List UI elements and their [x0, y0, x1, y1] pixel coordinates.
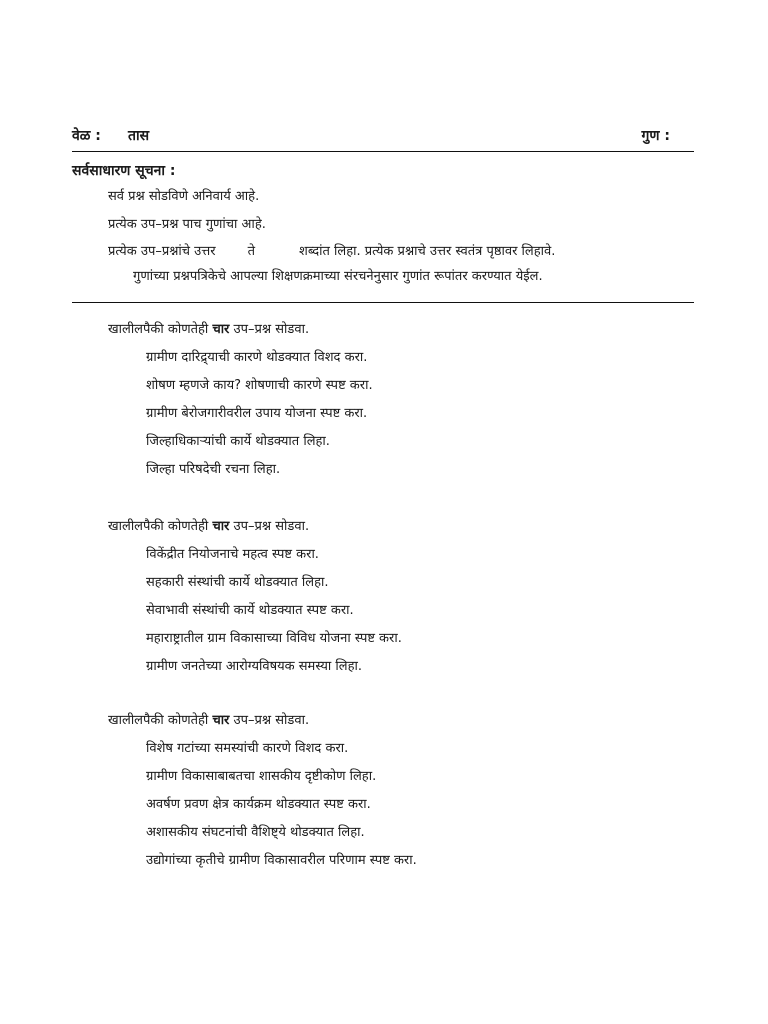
instruction-line-4: गुणांच्या प्रश्नपत्रिकेचे आपल्या शिक्षणक्रमाच्या संरचनेनुसार गुणांत रूपांतर करण्यात येईल. — [133, 269, 543, 284]
instruction-line-3-part-b: ते — [247, 244, 256, 259]
question-1-item-4: जिल्हाधिकाऱ्यांची कार्ये थोडक्यात लिहा. — [146, 434, 330, 449]
question-intro-text: खालीलपैकी कोणतेही — [108, 713, 209, 728]
question-3-item-2: ग्रामीण विकासाबाबतचा शासकीय दृष्टीकोण लिहा. — [146, 769, 377, 784]
question-intro-text: उप–प्रश्न सोडवा. — [233, 519, 310, 534]
question-intro-count: चार — [212, 322, 230, 337]
time-unit: तास — [128, 128, 150, 144]
question-2-item-2: सहकारी संस्थांची कार्ये थोडक्यात लिहा. — [146, 575, 329, 590]
question-intro-count: चार — [212, 713, 230, 728]
instruction-line-3 — [108, 243, 555, 261]
question-1-item-5: जिल्हा परिषदेची रचना लिहा. — [146, 462, 281, 477]
question-2-item-3: सेवाभावी संस्थांची कार्ये थोडक्यात स्पष्ट करा. — [146, 603, 354, 618]
question-3-item-3: अवर्षण प्रवण क्षेत्र कार्यक्रम थोडक्यात स्पष्ट करा. — [146, 797, 371, 812]
instruction-line-3-part-c: शब्दांत लिहा. प्रत्येक प्रश्नाचे उत्तर स्वतंत्र पृष्ठावर लिहावे. — [299, 244, 556, 259]
instruction-line-3-part-a: प्रत्येक उप–प्रश्नांचे उत्तर — [108, 244, 216, 259]
question-1-intro — [108, 321, 309, 339]
time-label: वेळ : — [72, 128, 101, 144]
exam-header — [72, 126, 694, 148]
question-2-item-1: विकेंद्रीत नियोजनाचे महत्व स्पष्ट करा. — [146, 547, 319, 562]
instructions-title: सर्वसाधारण सूचना : — [72, 163, 176, 179]
question-intro-text: उप–प्रश्न सोडवा. — [233, 713, 310, 728]
question-intro-count: चार — [212, 519, 230, 534]
question-1-item-2: शोषण म्हणजे काय? शोषणाची कारणे स्पष्ट करा. — [146, 378, 373, 393]
question-3-item-5: उद्योगांच्या कृतीचे ग्रामीण विकासावरील परिणाम स्पष्ट करा. — [146, 853, 417, 868]
question-2-item-4: महाराष्ट्रातील ग्राम विकासाच्या विविध योजना स्पष्ट करा. — [146, 631, 402, 646]
question-3-item-4: अशासकीय संघटनांची वैशिष्ट्ये थोडक्यात लिहा. — [146, 825, 365, 840]
instructions-divider — [72, 302, 694, 303]
question-1-item-3: ग्रामीण बेरोजगारीवरील उपाय योजना स्पष्ट करा. — [146, 406, 368, 421]
question-1-item-1: ग्रामीण दारिद्र्याची कारणे थोडक्यात विशद करा. — [146, 350, 368, 365]
question-3-item-1: विशेष गटांच्या समस्यांची कारणे विशद करा. — [146, 741, 349, 756]
question-2-item-5: ग्रामीण जनतेच्या आरोग्यविषयक समस्या लिहा. — [146, 659, 362, 674]
marks-label: गुण : — [641, 128, 670, 144]
question-3-intro — [108, 712, 309, 730]
header-divider — [72, 151, 694, 152]
question-2-intro — [108, 518, 309, 536]
question-intro-text: उप–प्रश्न सोडवा. — [233, 322, 310, 337]
question-intro-text: खालीलपैकी कोणतेही — [108, 519, 209, 534]
instruction-line-1: सर्व प्रश्न सोडविणे अनिवार्य आहे. — [108, 189, 260, 204]
instruction-line-2: प्रत्येक उप–प्रश्न पाच गुणांचा आहे. — [108, 217, 266, 232]
question-intro-text: खालीलपैकी कोणतेही — [108, 322, 209, 337]
